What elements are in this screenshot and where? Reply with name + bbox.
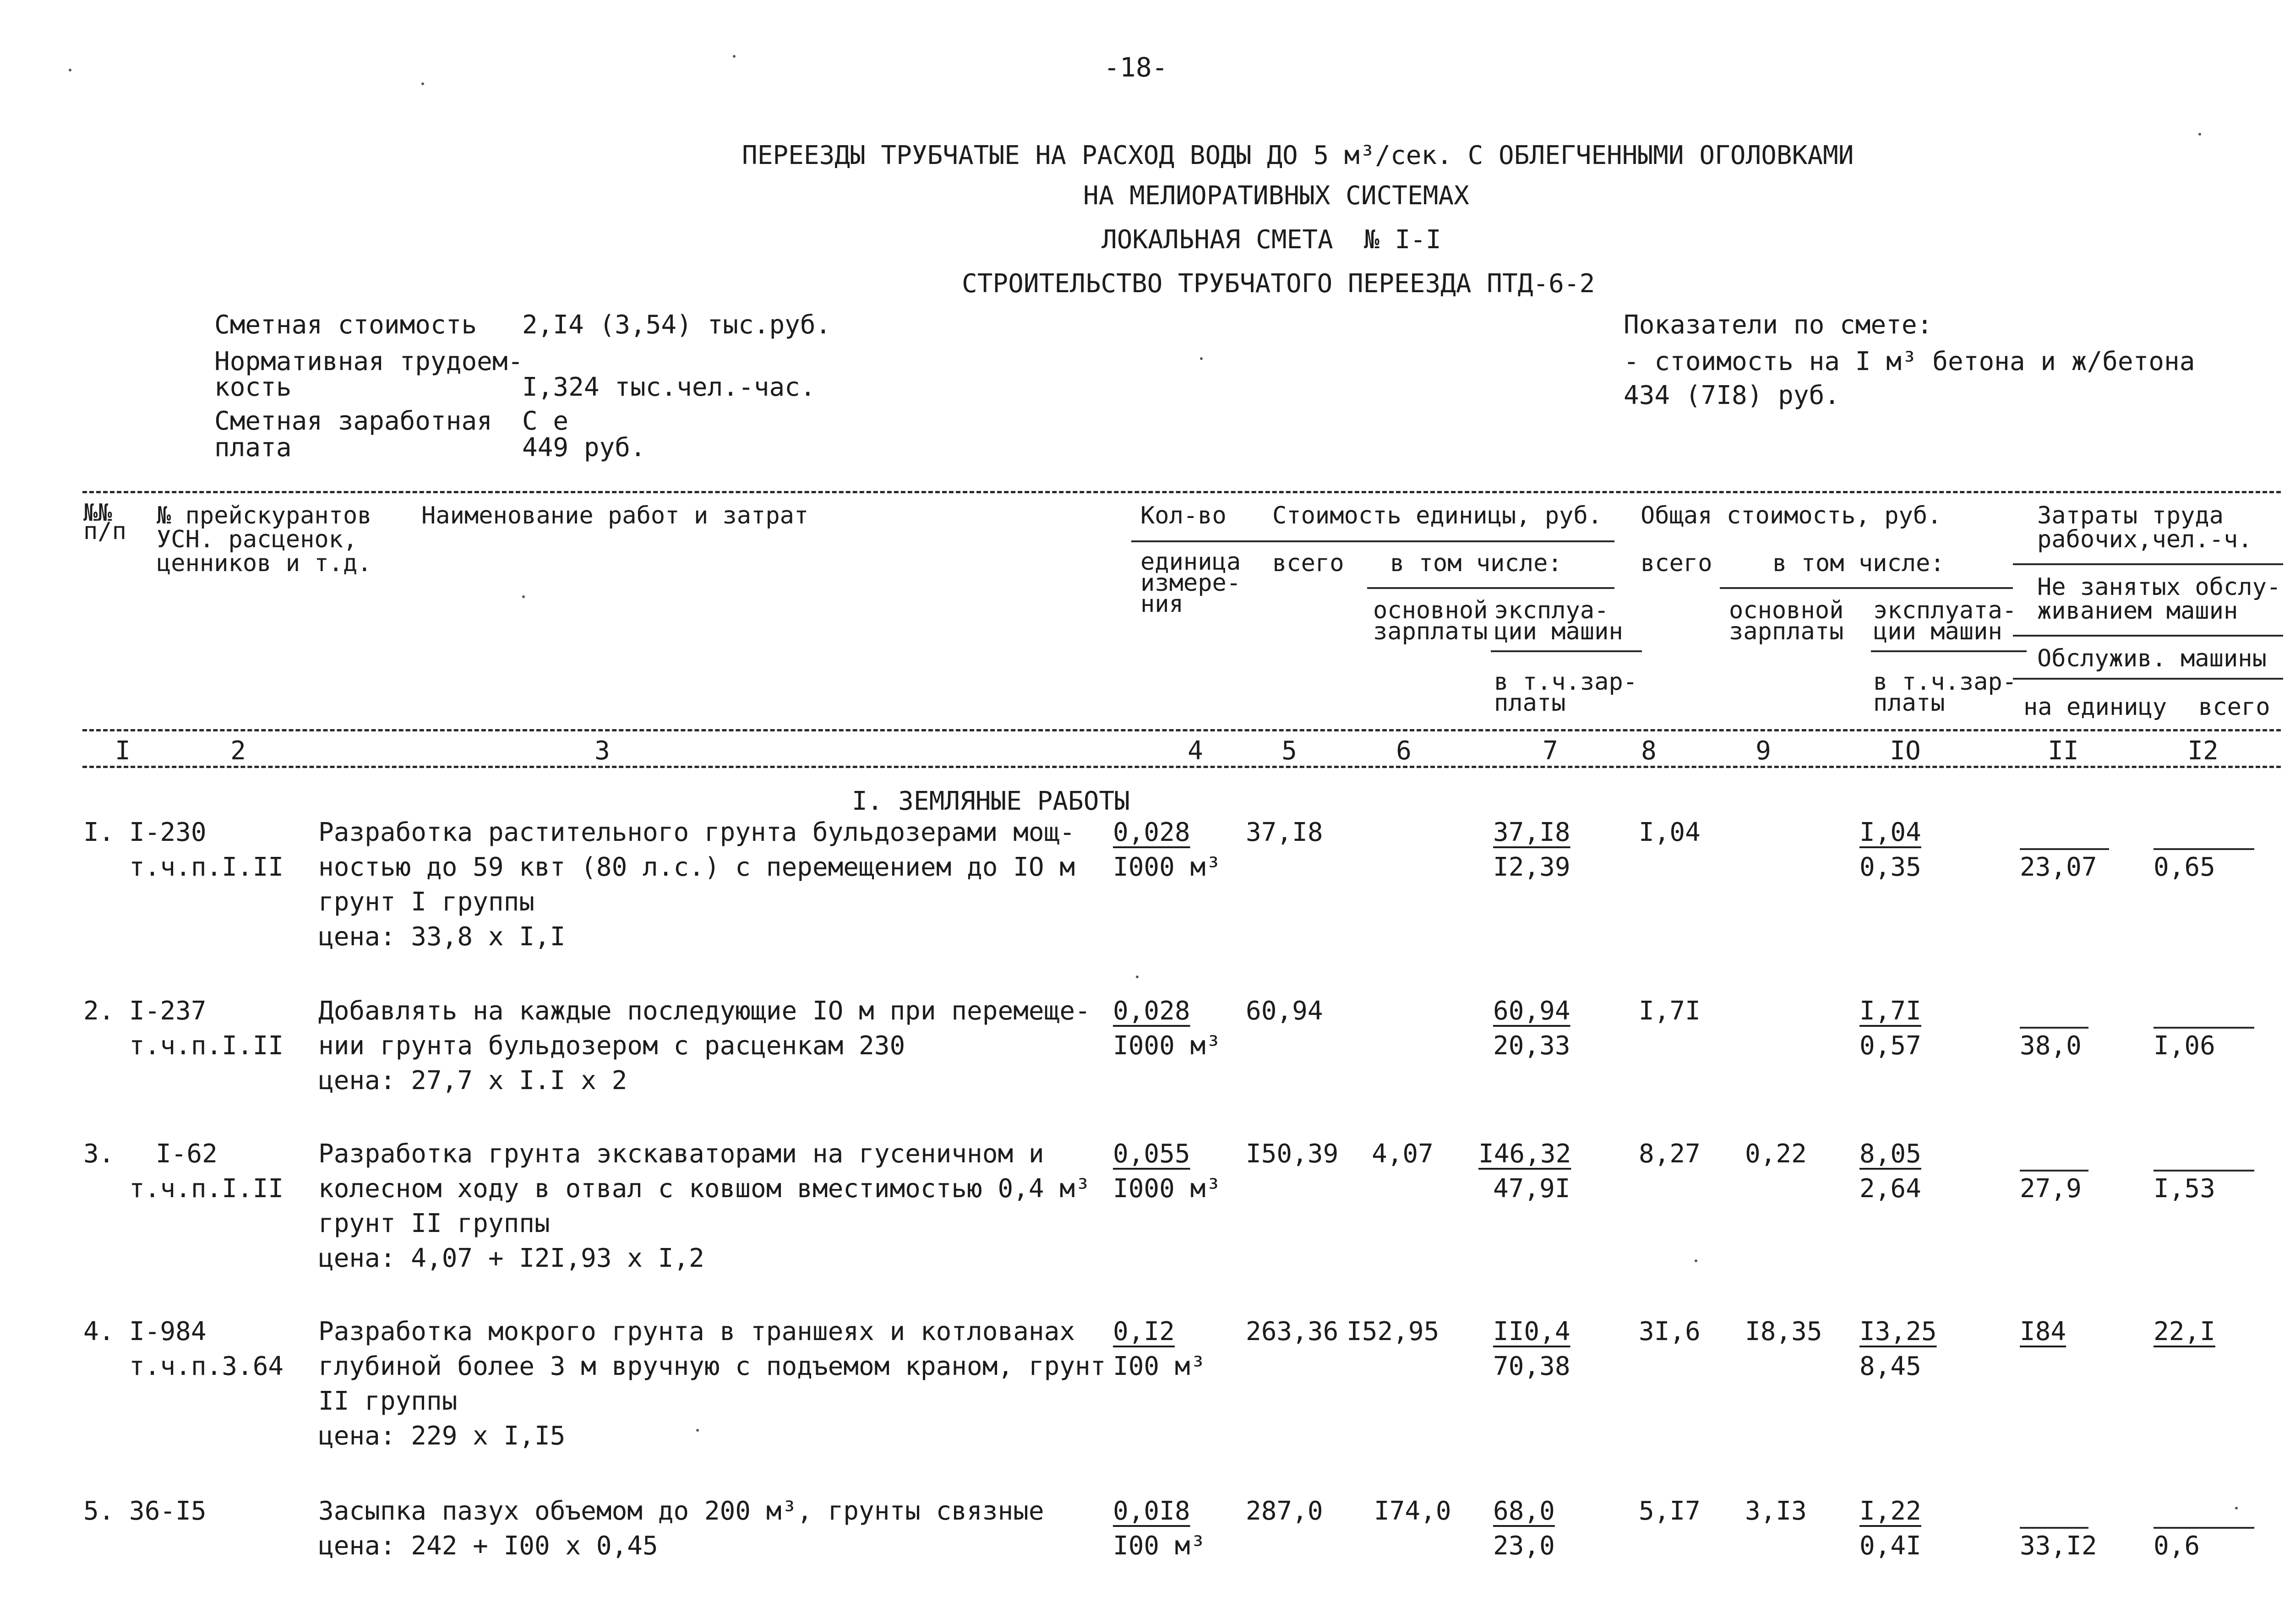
quantity: 0,I2: [1113, 1317, 1175, 1346]
labor-per-unit: 27,9: [2020, 1174, 2082, 1204]
row-number: 2.: [83, 996, 114, 1026]
sum-machine-wage: 2,64: [1859, 1174, 1921, 1204]
header-rule-c: [1491, 650, 1642, 652]
unit: I000 м³: [1113, 1031, 1221, 1061]
price-code-ref: т.ч.п.3.64: [129, 1352, 284, 1381]
header-total-cost: Общая стоимость, руб.: [1641, 502, 1942, 529]
work-description: Разработка растительного грунта бульдозерами мощ-: [318, 817, 1075, 847]
price-formula: цена: 33,8 x I,I: [318, 922, 566, 952]
price-formula: цена: 27,7 x I.I x 2: [318, 1066, 627, 1095]
wage-label-1: Сметная заработная: [214, 406, 492, 436]
labor-total: I,53: [2154, 1174, 2215, 1204]
col-number: I2: [2187, 736, 2219, 766]
unit-machine: 60,94: [1493, 996, 1570, 1026]
sum-machine: I3,25: [1859, 1317, 1937, 1346]
scan-speck: [1200, 357, 1203, 360]
scan-speck: [1695, 1259, 1697, 1262]
price-formula: цена: 4,07 + I2I,93 x I,2: [318, 1243, 704, 1273]
header-no: №№ п/п: [83, 499, 126, 545]
col-number: II: [2048, 736, 2079, 766]
labor-unit-rule: [2020, 1527, 2088, 1529]
unit-total: 287,0: [1246, 1496, 1323, 1526]
unit-wage: 4,07: [1372, 1139, 1434, 1169]
header-unit-incl: в том числе:: [1390, 550, 1562, 577]
row-number: 3.: [83, 1139, 114, 1169]
labor-total-rule: [2154, 848, 2254, 850]
work-description: Добавлять на каждые последующие IO м при перемеще-: [318, 996, 1090, 1026]
work-description: Разработка мокрого грунта в траншеях и котлованах: [318, 1317, 1075, 1346]
labor-label-1: Нормативная трудоем-: [214, 347, 523, 376]
unit-machine: II0,4: [1493, 1317, 1570, 1346]
indicators-label: Показатели по смете:: [1624, 310, 1933, 340]
labor-unit-rule: [2020, 1027, 2088, 1029]
sum-wage: I8,35: [1745, 1317, 1822, 1346]
unit-machine-wage: 70,38: [1493, 1352, 1570, 1381]
sum-total: 3I,6: [1639, 1317, 1701, 1346]
sum-machine-wage: 0,35: [1859, 852, 1921, 882]
header-machine-serv: Обслужив. машины: [2037, 645, 2267, 672]
unit: I000 м³: [1113, 852, 1221, 882]
wage-value-2: 449 руб.: [522, 433, 646, 463]
header-rule-d: [1720, 587, 2013, 589]
col-number: 6: [1396, 736, 1412, 766]
header-rule-e: [1871, 650, 2027, 652]
header-total-total: всего: [1641, 550, 1712, 577]
unit-total: 37,I8: [1246, 817, 1323, 847]
unit-total: 60,94: [1246, 996, 1323, 1026]
unit-machine-wage: 23,0: [1493, 1531, 1555, 1561]
work-description: Засыпка пазух объемом до 200 м³, грунты связные: [318, 1496, 1044, 1526]
unit-machine: 68,0: [1493, 1496, 1555, 1526]
scan-speck: [2235, 1507, 2238, 1510]
work-description: II группы: [318, 1386, 458, 1416]
labor-label-2: кость: [214, 372, 292, 402]
price-code: I-984: [129, 1317, 207, 1346]
scan-speck: [696, 1429, 699, 1432]
header-mid-rule: [82, 729, 2281, 731]
unit-wage: I74,0: [1374, 1496, 1451, 1526]
quantity: 0,055: [1113, 1139, 1190, 1169]
unit-machine-wage: I2,39: [1493, 852, 1570, 882]
price-formula: цена: 242 + I00 x 0,45: [318, 1531, 658, 1561]
labor-per-unit: 23,07: [2020, 852, 2097, 882]
scan-speck: [1136, 975, 1139, 978]
labor-total: I,06: [2154, 1031, 2215, 1061]
row-number: 4.: [83, 1317, 114, 1346]
sum-machine: I,04: [1859, 817, 1921, 847]
header-rule-a: [1131, 540, 1614, 542]
col-number: 8: [1641, 736, 1657, 766]
unit: I00 м³: [1113, 1531, 1206, 1561]
header-total-incl-wage: в т.ч.зар- платы: [1873, 668, 2017, 717]
labor-total: 22,I: [2154, 1317, 2215, 1346]
col-number: 2: [230, 736, 246, 766]
cost-value: 2,I4 (3,54) тыс.руб.: [522, 310, 831, 340]
header-total-machine: эксплуата- ции машин: [1873, 597, 2017, 645]
labor-per-unit: 33,I2: [2020, 1531, 2097, 1561]
section-title: I. ЗЕМЛЯНЫЕ РАБОТЫ: [852, 786, 1130, 816]
scan-speck: [522, 595, 525, 598]
labor-total-rule: [2154, 1170, 2254, 1172]
scan-speck: [733, 55, 736, 58]
labor-per-unit: 38,0: [2020, 1031, 2082, 1061]
header-rule-f: [2013, 563, 2283, 565]
unit-machine: I46,32: [1478, 1139, 1571, 1169]
labor-unit-rule: [2020, 1170, 2088, 1172]
cost-label: Сметная стоимость: [214, 310, 477, 340]
unit-total: 263,36: [1246, 1317, 1339, 1346]
sum-machine: I,22: [1859, 1496, 1921, 1526]
price-code: I-230: [129, 817, 207, 847]
unit-machine-wage: 20,33: [1493, 1031, 1570, 1061]
sum-total: I,04: [1639, 817, 1701, 847]
sum-total: 5,I7: [1639, 1496, 1701, 1526]
header-qty: Кол-во: [1140, 502, 1227, 529]
work-description: грунт I группы: [318, 887, 535, 917]
header-unit: единица измере- ния: [1140, 548, 1241, 618]
price-code-ref: т.ч.п.I.II: [129, 1031, 284, 1061]
header-labor-total: всего: [2198, 693, 2270, 721]
header-bottom-rule: [82, 766, 2281, 768]
estimate-number: ЛОКАЛЬНАЯ СМЕТА № I-I: [1101, 225, 1441, 255]
header-total-incl: в том числе:: [1772, 550, 1945, 577]
col-number: I: [115, 736, 131, 766]
row-number: I.: [83, 817, 114, 847]
header-labor: Затраты труда рабочих,чел.-ч.: [2037, 502, 2252, 553]
header-price-ref: № прейскурантов УСН. расценок, ценников и т.д.: [157, 502, 372, 577]
sum-machine-wage: 0,57: [1859, 1031, 1921, 1061]
header-rule-g: [2013, 635, 2283, 637]
quantity: 0,0I8: [1113, 1496, 1190, 1526]
header-unit-basic-wage: основной зарплаты: [1373, 597, 1488, 645]
header-rule-h: [2013, 678, 2283, 680]
page-number: -18-: [1104, 52, 1168, 83]
header-work-name: Наименование работ и затрат: [421, 502, 809, 529]
sum-machine-wage: 8,45: [1859, 1352, 1921, 1381]
sum-total: 8,27: [1639, 1139, 1701, 1169]
price-code: I-62: [156, 1139, 218, 1169]
unit-total: I50,39: [1246, 1139, 1339, 1169]
work-description: колесном ходу в отвал с ковшом вместимостью 0,4 м³: [318, 1174, 1090, 1204]
document-title-line-1: ПЕРЕЕЗДЫ ТРУБЧАТЫЕ НА РАСХОД ВОДЫ ДО 5 м³/сек. С ОБЛЕГЧЕННЫМИ ОГОЛОВКАМИ: [742, 141, 1854, 170]
price-code-ref: т.ч.п.I.II: [129, 852, 284, 882]
header-not-machine: Не занятых обслу- живанием машин: [2037, 573, 2281, 625]
scan-speck: [2198, 133, 2201, 136]
labor-total-rule: [2154, 1027, 2254, 1029]
price-code: 36-I5: [129, 1496, 207, 1526]
wage-value-1: С е: [522, 406, 569, 436]
work-description: Разработка грунта экскаваторами на гусеничном и: [318, 1139, 1044, 1169]
header-per-unit: на единицу: [2023, 693, 2167, 721]
labor-total: 0,65: [2154, 852, 2215, 882]
sum-machine: 8,05: [1859, 1139, 1921, 1169]
header-unit-total: всего: [1272, 550, 1344, 577]
sum-total: I,7I: [1639, 996, 1701, 1026]
header-top-rule: [82, 491, 2281, 493]
price-formula: цена: 229 x I,I5: [318, 1421, 566, 1451]
col-number: 4: [1188, 736, 1203, 766]
row-number: 5.: [83, 1496, 114, 1526]
header-unit-machine: эксплуа- ции машин: [1494, 597, 1623, 645]
unit-wage: I52,95: [1347, 1317, 1439, 1346]
price-code: I-237: [129, 996, 207, 1026]
document-title-line-2: НА МЕЛИОРАТИВНЫХ СИСТЕМАХ: [1083, 181, 1469, 211]
header-total-basic-wage: основной зарплаты: [1729, 597, 1844, 645]
sum-machine: I,7I: [1859, 996, 1921, 1026]
scan-speck: [69, 69, 71, 71]
work-description: грунт II группы: [318, 1209, 550, 1238]
unit: I000 м³: [1113, 1174, 1221, 1204]
unit-machine-wage: 47,9I: [1493, 1174, 1570, 1204]
labor-total-rule: [2154, 1527, 2254, 1529]
work-description: глубиной более 3 м вручную с подъемом краном, грунт: [318, 1352, 1106, 1381]
header-unit-cost: Стоимость единицы, руб.: [1272, 502, 1603, 529]
labor-value: I,324 тыс.чел.-час.: [522, 372, 816, 402]
header-rule-b: [1367, 587, 1614, 589]
price-code-ref: т.ч.п.I.II: [129, 1174, 284, 1204]
col-number: 7: [1543, 736, 1558, 766]
sum-machine-wage: 0,4I: [1859, 1531, 1921, 1561]
unit-machine: 37,I8: [1493, 817, 1570, 847]
labor-unit-rule: [2020, 848, 2109, 850]
col-number: 3: [594, 736, 610, 766]
labor-per-unit: I84: [2020, 1317, 2066, 1346]
unit: I00 м³: [1113, 1352, 1206, 1381]
construction-title: СТРОИТЕЛЬСТВО ТРУБЧАТОГО ПЕРЕЕЗДА ПТД-6-2: [962, 269, 1595, 299]
work-description: нии грунта бульдозером с расценкам 230: [318, 1031, 905, 1061]
work-description: ностью до 59 квт (80 л.с.) с перемещением до IO м: [318, 852, 1075, 882]
quantity: 0,028: [1113, 996, 1190, 1026]
indicator-2: 434 (7I8) руб.: [1624, 381, 1840, 410]
quantity: 0,028: [1113, 817, 1190, 847]
sum-wage: 0,22: [1745, 1139, 1807, 1169]
col-number: IO: [1890, 736, 1921, 766]
col-number: 5: [1281, 736, 1297, 766]
col-number: 9: [1756, 736, 1771, 766]
scan-speck: [421, 82, 424, 85]
indicator-1: - стоимость на I м³ бетона и ж/бетона: [1624, 347, 2195, 376]
labor-total: 0,6: [2154, 1531, 2200, 1561]
sum-wage: 3,I3: [1745, 1496, 1807, 1526]
header-unit-incl-wage: в т.ч.зар- платы: [1494, 668, 1638, 717]
wage-label-2: плата: [214, 433, 292, 463]
